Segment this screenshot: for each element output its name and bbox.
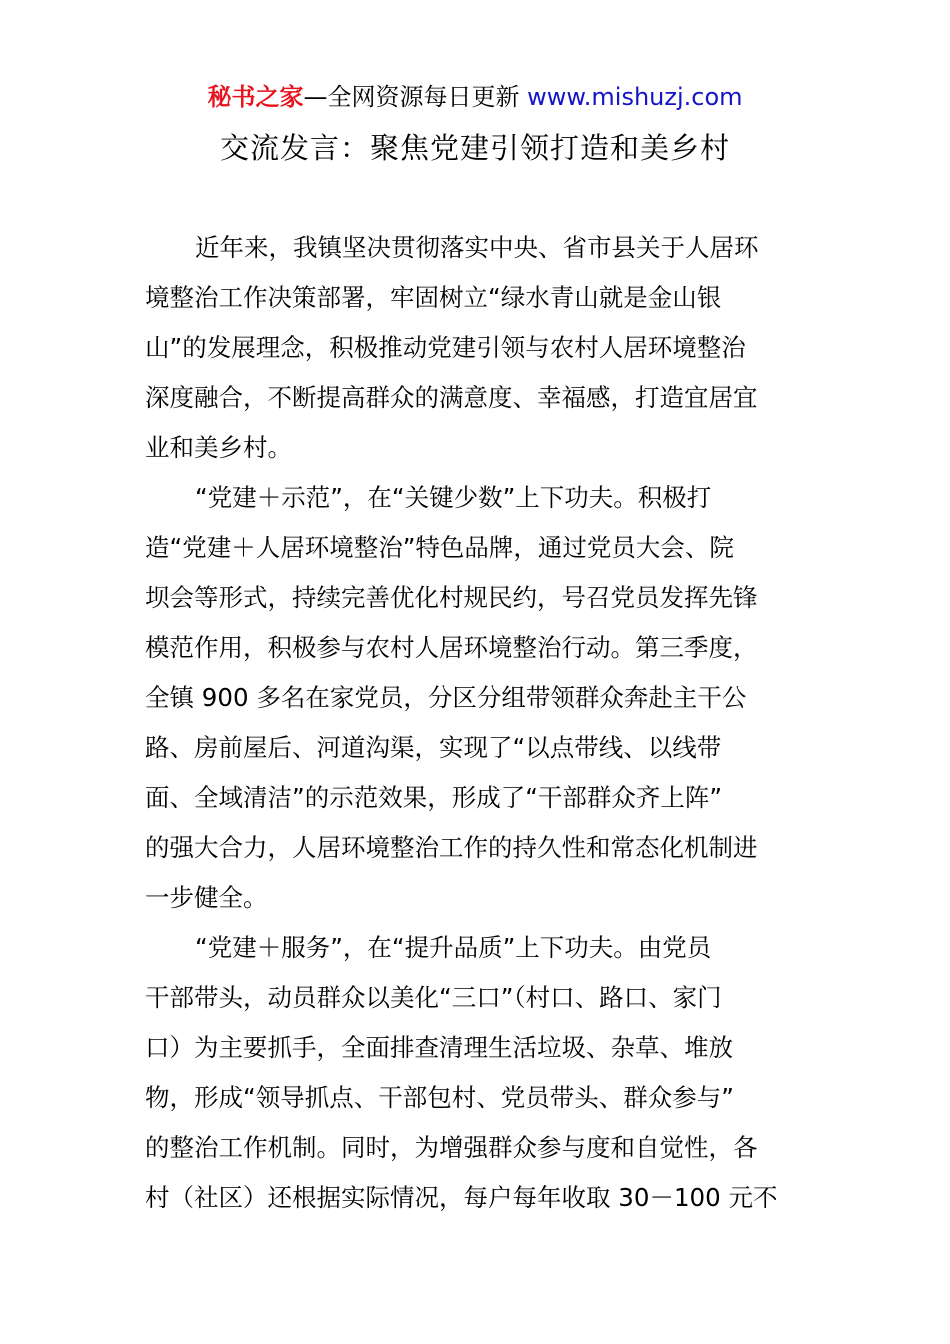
text-line: “党建＋示范”，在“关键少数”上下功夫。积极打 [195,483,712,512]
site-header [0,80,950,114]
site-brand: 秘书之家 [207,83,304,111]
text-line: 的整治工作机制。同时，为增强群众参与度和自觉性，各 [145,1133,758,1162]
site-tagline: —全网资源每日更新 [303,83,528,111]
text-line: 业和美乡村。 [145,433,292,462]
text-line: 路、房前屋后、河道沟渠，实现了“以点带线、以线带 [145,733,722,762]
text-line: 造“党建＋人居环境整治”特色品牌，通过党员大会、院 [145,533,734,562]
paragraph [145,223,809,473]
text-line: 坝会等形式，持续完善优化村规民约，号召党员发挥先锋 [145,583,758,612]
document-body [145,223,809,1223]
text-line: 深度融合，不断提高群众的满意度、幸福感，打造宜居宜 [145,383,758,412]
text-line: 山”的发展理念，积极推动党建引领与农村人居环境整治 [145,333,746,362]
text-line: 境整治工作决策部署，牢固树立“绿水青山就是金山银 [145,283,722,312]
paragraph [145,923,809,1223]
paragraph [145,473,809,923]
text-line: 干部带头，动员群众以美化“三口”（村口、路口、家门 [145,983,722,1012]
text-line: 面、全域清洁”的示范效果，形成了“干部群众齐上阵” [145,783,723,812]
text-line: 村（社区）还根据实际情况，每户每年收取 30－100 元不 [145,1183,778,1212]
document-title: 交流发言：聚焦党建引领打造和美乡村 [219,131,730,165]
text-line: 的强大合力，人居环境整治工作的持久性和常态化机制进 [145,833,758,862]
text-line: 模范作用，积极参与农村人居环境整治行动。第三季度， [145,633,758,662]
site-url-link[interactable]: www.mishuzj.com [527,83,743,111]
text-line: 近年来，我镇坚决贯彻落实中央、省市县关于人居环 [195,233,759,262]
text-line: 全镇 900 多名在家党员，分区分组带领群众奔赴主干公 [145,683,747,712]
text-line: 一步健全。 [145,883,268,912]
text-line: 物，形成“领导抓点、干部包村、党员带头、群众参与” [145,1083,734,1112]
text-line: “党建＋服务”，在“提升品质”上下功夫。由党员 [195,933,712,962]
text-line: 口）为主要抓手，全面排查清理生活垃圾、杂草、堆放 [145,1033,733,1062]
